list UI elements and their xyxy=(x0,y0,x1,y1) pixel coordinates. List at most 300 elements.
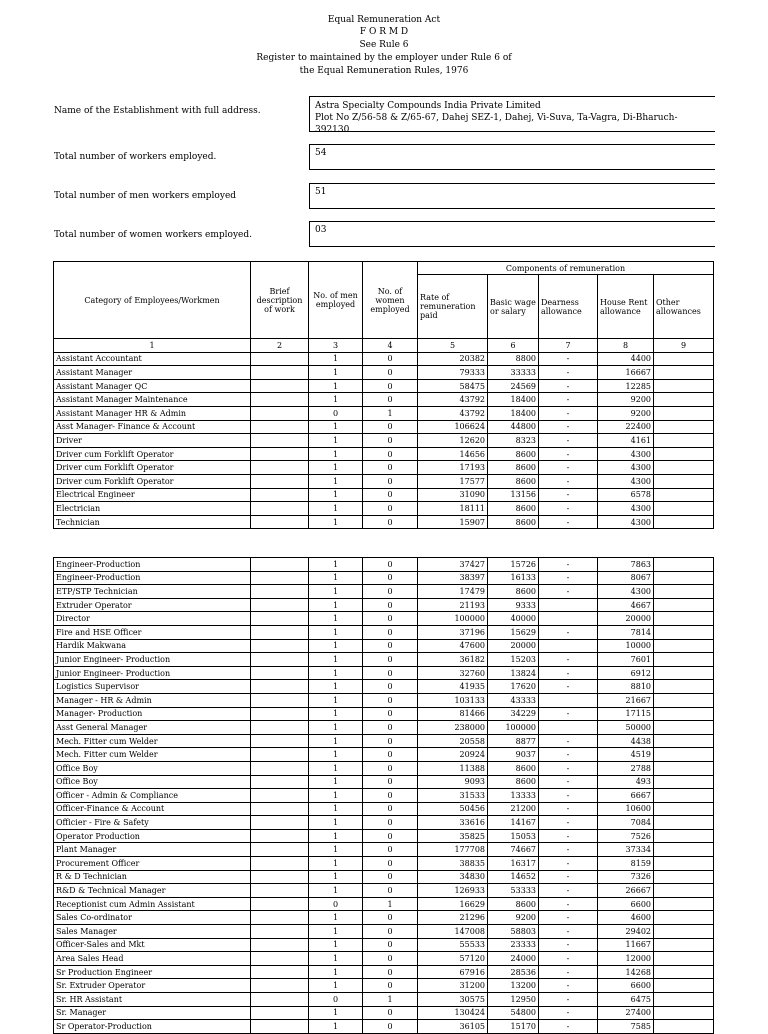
cell-other xyxy=(654,802,714,816)
cell-category: Sr. Manager xyxy=(54,1006,251,1020)
cell-basic: 14167 xyxy=(488,816,539,830)
table-row xyxy=(54,515,714,529)
cell-rate: 103133 xyxy=(418,693,488,707)
cell-women: 0 xyxy=(363,625,418,639)
cell-basic: 15170 xyxy=(488,1020,539,1034)
cell-hra: 8067 xyxy=(598,571,654,585)
col-num-1: 1 xyxy=(54,339,251,353)
cell-basic: 100000 xyxy=(488,721,539,735)
cell-men: 1 xyxy=(309,571,363,585)
cell-women: 0 xyxy=(363,502,418,516)
cell-men: 1 xyxy=(309,925,363,939)
cell-men: 1 xyxy=(309,680,363,694)
cell-da: - xyxy=(539,1020,598,1034)
cell-women: 0 xyxy=(363,393,418,407)
cell-basic: 28536 xyxy=(488,965,539,979)
cell-brief xyxy=(251,857,309,871)
table-row xyxy=(54,571,714,585)
cell-hra: 9200 xyxy=(598,406,654,420)
cell-brief xyxy=(251,925,309,939)
cell-women: 0 xyxy=(363,639,418,653)
table-row xyxy=(54,558,714,572)
cell-category: Engineer-Production xyxy=(54,558,251,572)
cell-da: - xyxy=(539,965,598,979)
form-title: F O R M D xyxy=(359,27,409,37)
cell-other xyxy=(654,843,714,857)
cell-other xyxy=(654,693,714,707)
cell-da: - xyxy=(539,502,598,516)
cell-other xyxy=(654,612,714,626)
cell-brief xyxy=(251,721,309,735)
cell-hra: 4300 xyxy=(598,447,654,461)
cell-other xyxy=(654,829,714,843)
table-row xyxy=(54,434,714,448)
cell-brief xyxy=(251,829,309,843)
cell-women: 0 xyxy=(363,979,418,993)
remuneration-table-2 xyxy=(53,557,714,1034)
cell-rate: 17577 xyxy=(418,474,488,488)
cell-category: Fire and HSE Officer xyxy=(54,625,251,639)
women-value: 03 xyxy=(309,221,715,247)
cell-women: 0 xyxy=(363,775,418,789)
table-row xyxy=(54,447,714,461)
cell-rate: 81466 xyxy=(418,707,488,721)
cell-brief xyxy=(251,816,309,830)
cell-category: Driver xyxy=(54,434,251,448)
cell-da: - xyxy=(539,515,598,529)
cell-hra: 8810 xyxy=(598,680,654,694)
cell-other xyxy=(654,761,714,775)
cell-other xyxy=(654,474,714,488)
cell-da: - xyxy=(539,447,598,461)
cell-hra: 7084 xyxy=(598,816,654,830)
cell-men: 1 xyxy=(309,816,363,830)
cell-women: 0 xyxy=(363,843,418,857)
cell-rate: 37427 xyxy=(418,558,488,572)
cell-hra: 4161 xyxy=(598,434,654,448)
cell-rate: 32760 xyxy=(418,666,488,680)
cell-rate: 17193 xyxy=(418,461,488,475)
cell-hra: 17115 xyxy=(598,707,654,721)
cell-women: 0 xyxy=(363,474,418,488)
table-row xyxy=(54,938,714,952)
cell-men: 1 xyxy=(309,434,363,448)
cell-da: - xyxy=(539,366,598,380)
cell-brief xyxy=(251,474,309,488)
cell-brief xyxy=(251,965,309,979)
cell-basic: 8600 xyxy=(488,461,539,475)
cell-women: 0 xyxy=(363,488,418,502)
table-row xyxy=(54,734,714,748)
establishment-label: Name of the Establishment with full address. xyxy=(54,106,261,116)
cell-da: - xyxy=(539,993,598,1007)
cell-rate: 20558 xyxy=(418,734,488,748)
cell-hra: 10000 xyxy=(598,639,654,653)
cell-other xyxy=(654,598,714,612)
cell-other xyxy=(654,870,714,884)
cell-category: Mech. Fitter cum Welder xyxy=(54,734,251,748)
table-row xyxy=(54,420,714,434)
cell-other xyxy=(654,965,714,979)
cell-men: 1 xyxy=(309,789,363,803)
cell-women: 0 xyxy=(363,884,418,898)
cell-hra: 4300 xyxy=(598,474,654,488)
cell-other xyxy=(654,639,714,653)
cell-da: - xyxy=(539,775,598,789)
cell-da: - xyxy=(539,379,598,393)
cell-men: 1 xyxy=(309,474,363,488)
cell-rate: 17479 xyxy=(418,585,488,599)
cell-rate: 14656 xyxy=(418,447,488,461)
cell-basic: 8600 xyxy=(488,474,539,488)
cell-brief xyxy=(251,420,309,434)
cell-category: ETP/STP Technician xyxy=(54,585,251,599)
cell-men: 1 xyxy=(309,721,363,735)
table-row xyxy=(54,761,714,775)
cell-brief xyxy=(251,680,309,694)
cell-basic: 16317 xyxy=(488,857,539,871)
cell-brief xyxy=(251,653,309,667)
cell-hra: 6600 xyxy=(598,897,654,911)
cell-da: - xyxy=(539,393,598,407)
cell-brief xyxy=(251,693,309,707)
table-row xyxy=(54,911,714,925)
cell-basic: 9333 xyxy=(488,598,539,612)
cell-brief xyxy=(251,789,309,803)
cell-other xyxy=(654,897,714,911)
cell-category: Asst Manager- Finance & Account xyxy=(54,420,251,434)
cell-women: 0 xyxy=(363,816,418,830)
table-row xyxy=(54,802,714,816)
cell-women: 0 xyxy=(363,612,418,626)
cell-da: - xyxy=(539,952,598,966)
cell-other xyxy=(654,911,714,925)
cell-hra: 50000 xyxy=(598,721,654,735)
cell-hra: 10600 xyxy=(598,802,654,816)
cell-basic: 8800 xyxy=(488,352,539,366)
cell-basic: 53333 xyxy=(488,884,539,898)
cell-brief xyxy=(251,379,309,393)
cell-hra: 2788 xyxy=(598,761,654,775)
cell-brief xyxy=(251,1006,309,1020)
cell-other xyxy=(654,857,714,871)
cell-men: 1 xyxy=(309,979,363,993)
cell-rate: 21193 xyxy=(418,598,488,612)
cell-men: 1 xyxy=(309,761,363,775)
cell-brief xyxy=(251,558,309,572)
cell-other xyxy=(654,938,714,952)
cell-men: 1 xyxy=(309,666,363,680)
cell-basic: 33333 xyxy=(488,366,539,380)
cell-other xyxy=(654,434,714,448)
establishment-address: Plot No Z/56-58 & Z/65-67, Dahej SEZ-1, Dahej, Vi-Suva, Ta-Vagra, Di-Bharuch-392130 xyxy=(315,113,678,135)
cell-hra: 4600 xyxy=(598,911,654,925)
cell-hra: 37334 xyxy=(598,843,654,857)
header-brief: Brief description of work xyxy=(251,262,309,339)
cell-women: 0 xyxy=(363,802,418,816)
cell-brief xyxy=(251,625,309,639)
cell-basic: 13156 xyxy=(488,488,539,502)
table-row xyxy=(54,474,714,488)
header-category: Category of Employees/Workmen xyxy=(54,262,251,339)
cell-men: 1 xyxy=(309,585,363,599)
cell-women: 0 xyxy=(363,721,418,735)
cell-da: - xyxy=(539,558,598,572)
cell-men: 1 xyxy=(309,734,363,748)
cell-other xyxy=(654,447,714,461)
cell-men: 1 xyxy=(309,952,363,966)
cell-rate: 11388 xyxy=(418,761,488,775)
cell-men: 1 xyxy=(309,911,363,925)
cell-basic: 8877 xyxy=(488,734,539,748)
cell-hra: 21667 xyxy=(598,693,654,707)
table-row xyxy=(54,653,714,667)
cell-category: Receptionist cum Admin Assistant xyxy=(54,897,251,911)
cell-da: - xyxy=(539,707,598,721)
cell-category: Technician xyxy=(54,515,251,529)
cell-category: Director xyxy=(54,612,251,626)
cell-rate: 47600 xyxy=(418,639,488,653)
cell-brief xyxy=(251,639,309,653)
cell-category: Officer-Finance & Account xyxy=(54,802,251,816)
cell-other xyxy=(654,585,714,599)
cell-men: 1 xyxy=(309,870,363,884)
cell-hra: 12000 xyxy=(598,952,654,966)
col-num-8: 8 xyxy=(598,339,654,353)
register-line-2: the Equal Remuneration Rules, 1976 xyxy=(299,66,469,76)
table-row xyxy=(54,352,714,366)
cell-category: Office Boy xyxy=(54,775,251,789)
cell-category: Junior Engineer- Production xyxy=(54,653,251,667)
cell-basic: 15053 xyxy=(488,829,539,843)
cell-women: 0 xyxy=(363,965,418,979)
cell-da: - xyxy=(539,420,598,434)
cell-women: 0 xyxy=(363,707,418,721)
col-num-9: 9 xyxy=(654,339,714,353)
cell-rate: 12620 xyxy=(418,434,488,448)
cell-women: 0 xyxy=(363,761,418,775)
table-1-body xyxy=(54,352,714,529)
cell-hra: 4438 xyxy=(598,734,654,748)
cell-other xyxy=(654,1020,714,1034)
cell-rate: 106624 xyxy=(418,420,488,434)
table-row xyxy=(54,979,714,993)
cell-basic: 44800 xyxy=(488,420,539,434)
cell-rate: 58475 xyxy=(418,379,488,393)
remuneration-table-1 xyxy=(53,261,714,529)
cell-da: - xyxy=(539,843,598,857)
cell-basic: 13333 xyxy=(488,789,539,803)
cell-category: Officier - Fire & Safety xyxy=(54,816,251,830)
cell-women: 0 xyxy=(363,666,418,680)
cell-other xyxy=(654,925,714,939)
cell-da: - xyxy=(539,938,598,952)
cell-brief xyxy=(251,612,309,626)
cell-category: Assistant Manager xyxy=(54,366,251,380)
cell-da: - xyxy=(539,434,598,448)
cell-other xyxy=(654,979,714,993)
cell-men: 1 xyxy=(309,653,363,667)
cell-men: 1 xyxy=(309,488,363,502)
cell-hra: 4667 xyxy=(598,598,654,612)
cell-women: 0 xyxy=(363,598,418,612)
cell-category: R&D & Technical Manager xyxy=(54,884,251,898)
table-row xyxy=(54,406,714,420)
header-components: Components of remuneration xyxy=(418,262,714,275)
cell-brief xyxy=(251,993,309,1007)
cell-da: - xyxy=(539,406,598,420)
cell-women: 0 xyxy=(363,1006,418,1020)
cell-basic: 13200 xyxy=(488,979,539,993)
cell-women: 0 xyxy=(363,857,418,871)
table-row xyxy=(54,993,714,1007)
cell-rate: 55533 xyxy=(418,938,488,952)
header-rate: Rate of remuneration paid xyxy=(418,275,488,339)
cell-other xyxy=(654,379,714,393)
cell-category: Engineer-Production xyxy=(54,571,251,585)
cell-basic: 15629 xyxy=(488,625,539,639)
cell-category: Mech. Fitter cum Welder xyxy=(54,748,251,762)
table-row xyxy=(54,748,714,762)
cell-other xyxy=(654,366,714,380)
cell-men: 1 xyxy=(309,748,363,762)
cell-da: - xyxy=(539,625,598,639)
cell-basic: 34229 xyxy=(488,707,539,721)
cell-brief xyxy=(251,979,309,993)
cell-da xyxy=(539,693,598,707)
cell-basic: 15203 xyxy=(488,653,539,667)
cell-rate: 38835 xyxy=(418,857,488,871)
establishment-box xyxy=(309,96,715,135)
cell-men: 1 xyxy=(309,843,363,857)
table-row xyxy=(54,502,714,516)
cell-other xyxy=(654,789,714,803)
cell-hra: 14268 xyxy=(598,965,654,979)
cell-category: Procurement Officer xyxy=(54,857,251,871)
workers-label: Total number of workers employed. xyxy=(54,152,217,162)
cell-hra: 493 xyxy=(598,775,654,789)
cell-men: 1 xyxy=(309,366,363,380)
cell-brief xyxy=(251,938,309,952)
cell-basic: 12950 xyxy=(488,993,539,1007)
cell-rate: 38397 xyxy=(418,571,488,585)
cell-da: - xyxy=(539,884,598,898)
table-row xyxy=(54,680,714,694)
col-num-7: 7 xyxy=(539,339,598,353)
cell-other xyxy=(654,748,714,762)
table-row xyxy=(54,816,714,830)
cell-women: 0 xyxy=(363,379,418,393)
cell-basic: 13824 xyxy=(488,666,539,680)
cell-category: Operator Production xyxy=(54,829,251,843)
cell-category: Assistant Manager Maintenance xyxy=(54,393,251,407)
cell-other xyxy=(654,461,714,475)
cell-category: Area Sales Head xyxy=(54,952,251,966)
cell-basic: 18400 xyxy=(488,393,539,407)
cell-rate: 57120 xyxy=(418,952,488,966)
cell-rate: 20382 xyxy=(418,352,488,366)
cell-brief xyxy=(251,884,309,898)
cell-men: 1 xyxy=(309,612,363,626)
cell-da: - xyxy=(539,734,598,748)
cell-category: Electrician xyxy=(54,502,251,516)
cell-basic: 8600 xyxy=(488,502,539,516)
cell-category: Assistant Manager QC xyxy=(54,379,251,393)
cell-hra: 7814 xyxy=(598,625,654,639)
cell-rate: 34830 xyxy=(418,870,488,884)
cell-rate: 30575 xyxy=(418,993,488,1007)
cell-other xyxy=(654,734,714,748)
cell-women: 0 xyxy=(363,571,418,585)
cell-category: Sr Operator-Production xyxy=(54,1020,251,1034)
cell-da: - xyxy=(539,585,598,599)
cell-women: 0 xyxy=(363,789,418,803)
cell-women: 0 xyxy=(363,447,418,461)
cell-brief xyxy=(251,366,309,380)
cell-basic: 17620 xyxy=(488,680,539,694)
cell-da: - xyxy=(539,857,598,871)
cell-rate: 79333 xyxy=(418,366,488,380)
men-label: Total number of men workers employed xyxy=(54,191,237,201)
cell-basic: 9200 xyxy=(488,911,539,925)
cell-category: Plant Manager xyxy=(54,843,251,857)
cell-rate: 15907 xyxy=(418,515,488,529)
cell-hra: 6578 xyxy=(598,488,654,502)
cell-men: 0 xyxy=(309,897,363,911)
cell-other xyxy=(654,393,714,407)
cell-basic: 58803 xyxy=(488,925,539,939)
cell-women: 0 xyxy=(363,653,418,667)
cell-men: 1 xyxy=(309,447,363,461)
cell-other xyxy=(654,515,714,529)
cell-women: 0 xyxy=(363,829,418,843)
cell-women: 0 xyxy=(363,352,418,366)
cell-da: - xyxy=(539,653,598,667)
cell-category: Manager - HR & Admin xyxy=(54,693,251,707)
cell-women: 0 xyxy=(363,680,418,694)
table-row xyxy=(54,666,714,680)
register-line-1: Register to maintained by the employer under Rule 6 of xyxy=(256,53,512,63)
cell-rate: 50456 xyxy=(418,802,488,816)
cell-men: 1 xyxy=(309,802,363,816)
cell-da: - xyxy=(539,870,598,884)
cell-rate: 43792 xyxy=(418,406,488,420)
cell-rate: 16629 xyxy=(418,897,488,911)
cell-rate: 41935 xyxy=(418,680,488,694)
cell-da: - xyxy=(539,925,598,939)
col-num-5: 5 xyxy=(418,339,488,353)
cell-brief xyxy=(251,775,309,789)
cell-men: 0 xyxy=(309,993,363,1007)
cell-da: - xyxy=(539,897,598,911)
cell-basic: 21200 xyxy=(488,802,539,816)
cell-brief xyxy=(251,461,309,475)
cell-men: 1 xyxy=(309,775,363,789)
cell-hra: 6475 xyxy=(598,993,654,1007)
cell-rate: 43792 xyxy=(418,393,488,407)
cell-brief xyxy=(251,870,309,884)
cell-men: 1 xyxy=(309,420,363,434)
cell-brief xyxy=(251,515,309,529)
cell-hra: 7585 xyxy=(598,1020,654,1034)
cell-men: 1 xyxy=(309,938,363,952)
cell-category: Sr Production Engineer xyxy=(54,965,251,979)
cell-da: - xyxy=(539,474,598,488)
cell-men: 1 xyxy=(309,379,363,393)
cell-basic: 8600 xyxy=(488,515,539,529)
cell-basic: 8323 xyxy=(488,434,539,448)
cell-brief xyxy=(251,571,309,585)
